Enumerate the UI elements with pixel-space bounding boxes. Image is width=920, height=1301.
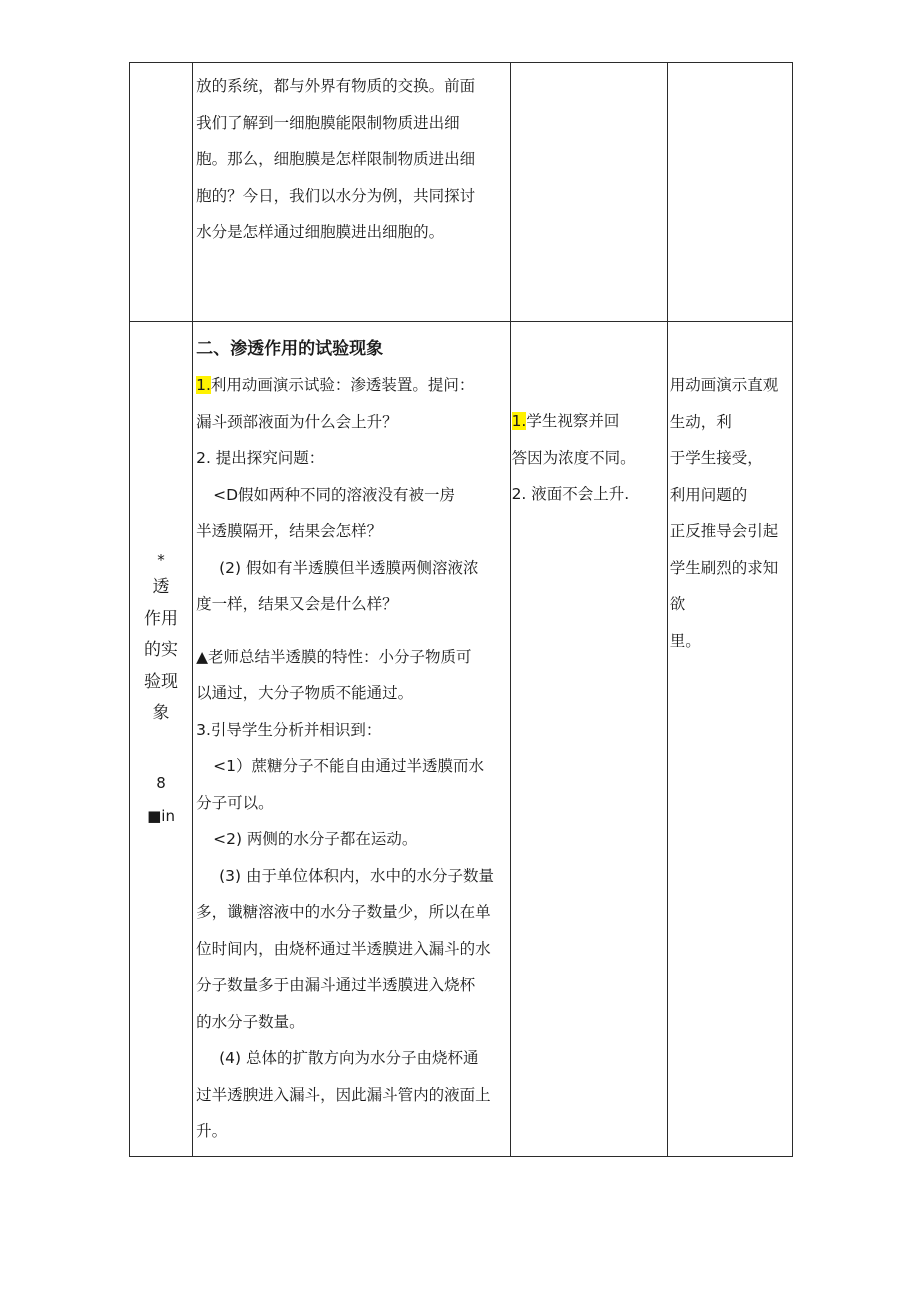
point-1-continued: 分子可以。 [196,793,274,812]
design-line: 用动画演示直观 [669,376,779,394]
point-3-continued: 的水分子数量。 [196,1012,305,1031]
stage-cell [130,322,193,1157]
design-line: 于学生接受， [669,449,763,467]
point-4-continued: 过半透腴进入漏斗，因此漏斗管内的液面上 [196,1085,491,1104]
design-line: 里。 [669,631,701,650]
stage-title-line: 象 [152,703,170,723]
point-2: <2) 两侧的水分子都在运动。 [213,830,418,848]
content-cell-osmosis [193,322,510,1157]
stage-marker: * [157,551,165,569]
point-3: (3) 由于单位体积内，水中的水分子数量 [219,866,494,885]
point-1: <1）蔗糖分子不能自由通过半透膜而水 [213,757,484,775]
intro-line: 放的系统，都与外界有物质的交换。前面 [196,77,476,95]
stage-title-line: 的实 [144,640,179,660]
section-heading: 二、渗透作用的试验现象 [196,339,384,359]
design-line: 正反推导会引起 [669,522,779,540]
student-activity-1 [512,403,665,440]
question-1: <D假如两种不同的溶液没有被一房 [213,485,456,504]
design-cell-empty [667,63,792,322]
stage-time-number: 8 [156,773,166,792]
item-1 [196,367,505,404]
point-3-continued: 位时间内，由烧杯通过半透膜进入漏斗的水 [196,939,491,958]
stage-time-unit: ■in [147,806,175,825]
table-row-intro [130,63,793,322]
question-2: (2) 假如有半透膜但半透膜两侧溶液浓 [219,558,479,577]
design-line: 欲 [669,595,686,613]
student-activity-number: 1. [511,412,527,430]
design-line: 生动，利 [669,412,732,431]
point-4-continued: 升。 [196,1122,228,1140]
stage-title-line: 验现 [144,671,179,692]
stage-cell-empty [130,63,193,322]
teacher-summary: ▲老师总结半透膜的特性：小分子物质可 [196,647,472,666]
intro-line: 我们了解到一细胞膜能限制物质进出细 [196,113,460,132]
student-activity-1-continued: 答因为浓度不同。 [511,448,636,467]
intro-line: 水分是怎样通过细胞膜进出细胞的。 [196,223,445,241]
item-1-continued: 漏斗颈部液面为什么会上升？ [196,412,398,431]
item-3: 3.引导学生分析并相识到： [196,720,382,739]
student-activity-text: 学生视察并回 [526,412,620,430]
student-activity-2: 2. 液面不会上升. [511,485,630,503]
point-3-continued: 分子数量多于由漏斗通过半透膜进入烧杯 [196,976,476,994]
design-intent-cell [667,322,792,1157]
stage-title-line: 作用 [144,608,179,629]
point-4: (4) 总体的扩散方向为水分子由烧杯通 [219,1049,479,1067]
content-cell-intro [193,63,510,322]
point-3-continued: 多，谶糖溶液中的水分子数量少，所以在单 [196,903,491,921]
item-2: 2. 提出探究问题： [196,449,325,467]
item-1-number: 1. [196,376,211,394]
question-1-continued: 半透膜隔开，结果会怎样？ [196,522,383,540]
question-2-continued: 度一样，结果又会是什么样？ [196,595,398,613]
table-row-osmosis [130,322,793,1157]
design-line: 利用问题的 [669,485,748,504]
design-line: 学生刷烈的求知 [669,558,779,577]
intro-line: 胞。那么，细胞膜是怎样限制物质进出细 [196,150,476,168]
spacer [196,623,505,639]
item-1-text: 利用动画演示试验：渗透装置。提问： [210,376,475,394]
intro-line: 胞的？今日，我们以水分为例，共同探讨 [196,186,476,205]
teacher-summary-continued: 以通过，大分子物质不能通过。 [196,684,414,702]
lesson-plan-table [129,62,793,1157]
stage-title-line: 透 [152,577,170,597]
student-cell-empty [510,63,667,322]
student-activity-cell [510,322,667,1157]
